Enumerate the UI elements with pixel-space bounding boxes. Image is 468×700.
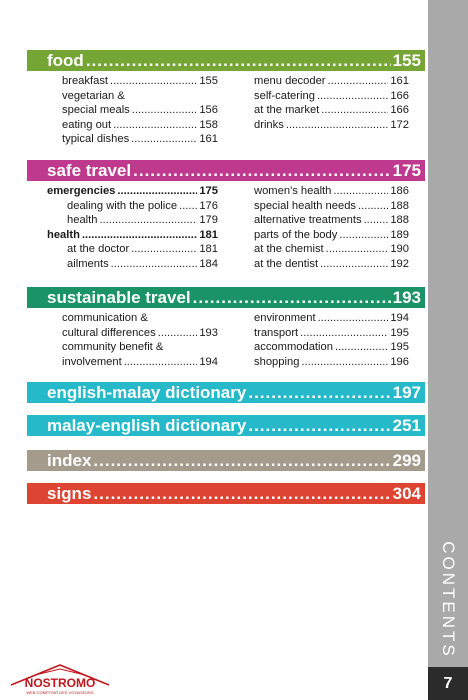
section-title: index [47, 450, 92, 470]
dot-leader [248, 383, 390, 403]
section-bar-food[interactable] [27, 50, 425, 71]
dot-leader [86, 51, 391, 71]
section-bar-sustainable-travel[interactable] [27, 287, 425, 308]
toc-entry[interactable]: women's health ..... 186 [254, 184, 409, 199]
sidebar-label-text: CONTENTS [439, 541, 458, 659]
section-page: 155 [392, 50, 421, 70]
section-page: 251 [392, 415, 421, 435]
dot-leader [93, 484, 390, 504]
toc-entry[interactable]: accommodation ..... 195 [254, 340, 409, 355]
toc-entry[interactable]: typical dishes ..... 161 [62, 132, 218, 147]
dot-leader [133, 161, 391, 181]
toc-entry[interactable]: cultural differences ..... 193 [62, 326, 218, 341]
section-title: signs [47, 483, 92, 503]
section-bar-index[interactable] [27, 450, 425, 471]
page-number: 7 [428, 667, 468, 700]
toc-entry[interactable]: drinks ..... 172 [254, 118, 409, 133]
sidebar-label [428, 541, 468, 659]
section-title: sustainable travel [47, 287, 191, 307]
toc-entry[interactable]: community benefit & [62, 341, 164, 353]
toc-entry[interactable]: at the chemist ..... 190 [254, 242, 409, 257]
section-page: 193 [392, 287, 421, 307]
toc-entry[interactable]: health ..... 179 [47, 213, 218, 228]
section-page: 197 [392, 382, 421, 402]
toc-entry[interactable]: health ..... 181 [47, 228, 218, 243]
sustainable-right-column [254, 311, 409, 369]
toc-entry[interactable]: eating out ..... 158 [62, 118, 218, 133]
logo-name: NOSTROMO [24, 676, 96, 690]
toc-entry[interactable]: special meals ..... 156 [62, 103, 218, 118]
section-bar-malay-english-dictionary[interactable] [27, 415, 425, 436]
toc-entry[interactable]: communication & [62, 312, 148, 324]
section-title: english-malay dictionary [47, 382, 247, 402]
safe-travel-right-column [254, 184, 409, 271]
toc-entry[interactable]: dealing with the police ..... 176 [47, 199, 218, 214]
section-title: safe travel [47, 160, 132, 180]
toc-entry[interactable]: at the dentist ..... 192 [254, 257, 409, 272]
section-bar-safe-travel[interactable] [27, 160, 425, 181]
section-page: 304 [392, 483, 421, 503]
toc-entry[interactable]: at the doctor ..... 181 [47, 242, 218, 257]
toc-entry[interactable]: shopping ..... 196 [254, 355, 409, 370]
section-bar-english-malay-dictionary[interactable] [27, 382, 425, 403]
toc-entry[interactable]: special health needs ..... 188 [254, 199, 409, 214]
toc-entry[interactable]: parts of the body ..... 189 [254, 228, 409, 243]
dot-leader [93, 451, 390, 471]
toc-entry[interactable]: menu decoder ..... 161 [254, 74, 409, 89]
section-title: food [47, 50, 84, 70]
logo-tagline: WEB COMPTOIR DES VOYAGEURS [26, 690, 94, 695]
section-page: 299 [392, 450, 421, 470]
food-left-column [62, 74, 218, 147]
food-right-column [254, 74, 409, 132]
toc-entry[interactable]: transport ..... 195 [254, 326, 409, 341]
toc-entry[interactable]: ailments ..... 184 [47, 257, 218, 272]
section-bar-signs[interactable] [27, 483, 425, 504]
toc-entry[interactable]: environment ..... 194 [254, 311, 409, 326]
section-title: malay-english dictionary [47, 415, 247, 435]
toc-entry[interactable]: self-catering ..... 166 [254, 89, 409, 104]
toc-entry[interactable]: involvement ..... 194 [62, 355, 218, 370]
toc-entry[interactable]: vegetarian & [62, 89, 125, 102]
safe-travel-left-column [47, 184, 218, 271]
toc-entry[interactable]: at the market ..... 166 [254, 103, 409, 118]
toc-entry[interactable]: emergencies ..... 175 [47, 184, 218, 199]
dot-leader [193, 288, 391, 308]
section-page: 175 [392, 160, 421, 180]
toc-entry[interactable]: alternative treatments ..... 188 [254, 213, 409, 228]
sustainable-left-column [62, 311, 218, 369]
dot-leader [248, 416, 390, 436]
toc-entry[interactable]: breakfast ..... 155 [62, 74, 218, 89]
